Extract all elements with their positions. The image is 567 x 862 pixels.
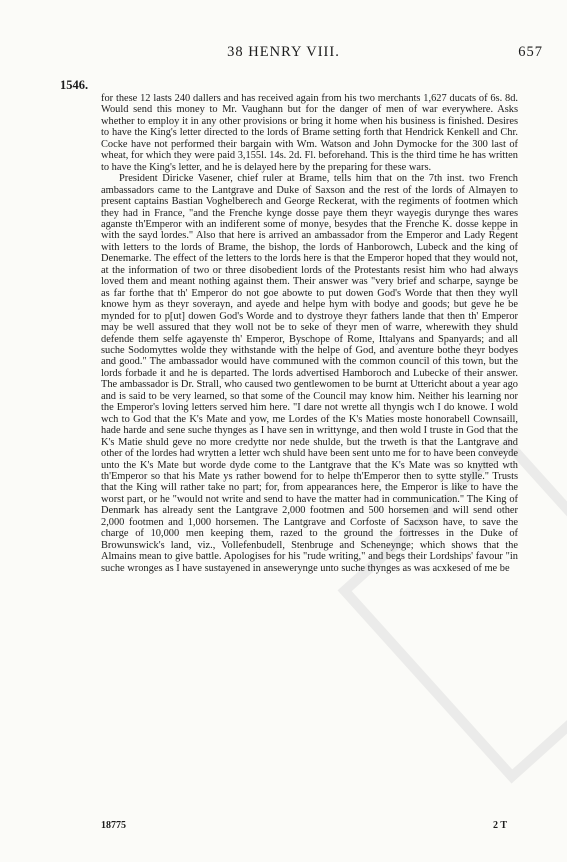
year-marker: 1546. — [60, 78, 89, 92]
page-title: 38 HENRY VIII. — [227, 44, 340, 60]
gathering-mark: 2 T — [493, 820, 507, 831]
body-text — [101, 93, 518, 574]
page-number: 657 — [518, 44, 543, 60]
paragraph: President Diricke Vasener, chief ruler at Brame, tells him that on the 7th inst. two French ambassadors came to the Lantgrave and Duke of Saxson and the rest of the lords of Almayen to present captains Bastian Voghelberech and George Reckerat, with the regiments of footmen which they had in France, "and the Frenche kynge dosse paye them theyr wayegis durynge thes wares aganste th'Emperor with an indiferent some of monye, besydes that the Frenche K. dosse keppe in with the sayd lordes." Also that here is arrived an ambassador from the Emperor and Lady Regent with letters to the lords of Brame, the bishop, the lords of Hanborowch, Lubeck and the king of Denemarke. The effect of the letters to the lords here is that the Emperor hoped that they would not, at the information of two or three disobedient lords of the Protestants resist him who had always loved them and meant nothing against them. Their answer was "very brief and scharpe, saynge be as far forthe that th' Emperor do not goe abowte to put dowen God's Worde that then they wyll knowe hym as theyr soverayn, and ayede and helpe hym with bodye and goods; but geve he be mynded for to p[ut] dowen God's Worde and to dystroye theyr fathers lande that then th' Emperor may be well assured that they woll not be to seke of theyr men of warre, wherewith they shuld defende them selfe agayenste th' Emperor, Byschope of Rome, Ittalyans and Spanyards; and all suche Sodomyttes wolde they withstande with the helpe of God, and aventure bothe theyr bodyes and good." The ambassador would have communed with the common council of this town, but the lords forbade it and he is departed. The lords advertised Hamboroch and Lubecke of their answer. The ambassador is Dr. Strall, who caused two gentlewomen to be burnt at Uttericht about a year ago and is said to be very learned, so that some of the Council may know him. Neither his learning nor the Emperor's loving letters served him here. "I dare not wrette all thyngis wch I do knowe. I wold wch to God that the K's Mate and yow, me Lordes of the K's Maties moste honorabell Cownsaill, hade harde and sene suche thynges as I have sen in writtynge, and then wold I truste in God that the K's Matie shuld geve no more credytte nor nede shulde, but the trweth is that the Lantgrave and other of the lordes had wrytten a letter wch shuld have been sent unto me for to have been conveyde unto the K's Mate but worde dyde come to the Lantgrave that the K's Mate was so knytted wth th'Emperor so that his Mate ys rather bowend for to helpe th'Emperor then to sytte stylle." Trusts that the King will rather take no part; for, from appearances here, the Emperor is like to have the worst part, or he "would not write and send to have the matter had in communication." The King of Denmark has already sent the Lantgrave 2,000 footmen and 500 horsemen and will send other 2,000 footmen and 1,000 horsemen. The Lantgrave and Corfoste of Sacxson have, to save the charge of 10,000 men keeping them, razed to the ground the fortresses in the Duke of Browunswick's land, viz., Vollefenbudell, Stenbruge and Scheneynge; which shows that the Almains mean to give battle. Apologises for his "rude writing," and begs their Lordships' favour "in suche wronges as I have sustayened in anseweryngе unto suche thynges as was acxkesed of me be — [101, 173, 518, 574]
running-head — [0, 44, 567, 64]
paragraph: for these 12 lasts 240 dallers and has received again from his two merchants 1,627 ducats of 6s. 8d. Would send this money to Mr. Vaughann but for the danger of men of war everywhere. Asks whether to employ it in any other provisions or bring it home when his business is finished. Desires to have the King's letter directed to the lords of Brame setting forth that Hendrick Kenkell and Chr. Cocke have not performed their bargain with Wm. Watson and John Dymocke for the 300 last of wheat, for which they were paid 3,155l. 14s. 2d. Fl. beforehand. This is the third time he has written to have the King's letter, and he is delayed here by the preparing for these wars. — [101, 93, 518, 173]
signature-mark: 18775 — [101, 820, 126, 831]
